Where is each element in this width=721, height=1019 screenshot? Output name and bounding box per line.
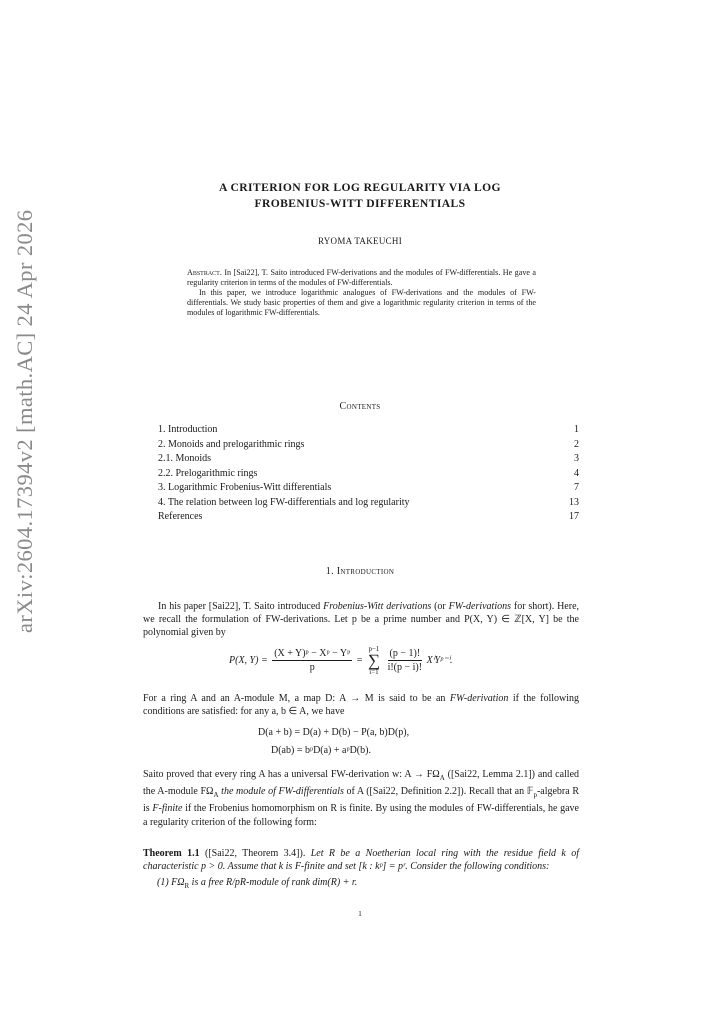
- toc-page: 3: [574, 453, 579, 464]
- condition-text: is a free R/pR-module of rank dim(R) + r.: [189, 877, 358, 889]
- abstract-paragraph-2: In this paper, we introduce logarithmic analogues of FW-derivations and the modules of FW-differentials. We study basic properties of them and give a logarithmic regularity criterion in terms of the modules of logarithmic FW-differentials.: [187, 288, 536, 318]
- toc-page: 7: [574, 482, 579, 493]
- toc-label: 2.1. Monoids: [158, 453, 212, 464]
- section-number: 1.: [325, 566, 334, 577]
- toc-page: 13: [569, 496, 579, 508]
- title-line-1: A CRITERION FOR LOG REGULARITY VIA LOG: [219, 181, 501, 194]
- emphasis: Frobenius-Witt derivations: [323, 601, 432, 612]
- arxiv-identifier-sidebar: arXiv:2604.17394v2 [math.AC] 24 Apr 2026: [12, 209, 37, 633]
- abstract: [187, 268, 536, 318]
- emphasis: F-finite: [152, 803, 183, 815]
- condition-text: (1) FΩ: [157, 877, 185, 889]
- eq-tail: XⁱYᵖ⁻ⁱ.: [426, 654, 453, 666]
- toc-label: 2.2. Prelogarithmic rings: [158, 467, 258, 479]
- toc-entry[interactable]: [158, 467, 579, 482]
- denominator: p: [309, 662, 315, 673]
- text-run: Saito proved that every ring A has a universal FW-derivation w: A → FΩ: [143, 769, 440, 780]
- intro-paragraph-3: [143, 768, 579, 829]
- subscript: p: [533, 791, 537, 800]
- contents-heading: Contents: [339, 401, 381, 412]
- emphasis: FW-derivations: [448, 601, 512, 612]
- abstract-paragraph-1: In [Sai22], T. Saito introduced FW-derivations and the modules of FW-differentials. He gave a regularity criterion in terms of the modules of FW-differentials.: [187, 268, 536, 288]
- toc-entry[interactable]: [158, 496, 579, 511]
- abstract-label: Abstract.: [187, 268, 222, 277]
- eq-lhs: P(X, Y) =: [229, 654, 268, 666]
- toc-label: 2. Monoids and prelogarithmic rings: [158, 438, 305, 450]
- theorem-condition-1: [143, 876, 579, 893]
- numerator: (X + Y)ᵖ − Xᵖ − Yᵖ: [274, 648, 351, 659]
- text-run: ([Sai22, Lemma 2.1]) and called the A-module FΩ: [143, 769, 580, 798]
- text-run: if the Frobenius homomorphism on R is finite. By using the modules of FW-differentials, he gave a regularity criterion of the following form:: [143, 803, 579, 828]
- equation-multiplicativity: D(ab) = bᵖD(a) + aᵖD(b).: [271, 745, 371, 756]
- theorem-label: Theorem 1.1: [143, 848, 200, 859]
- toc-page: 2: [574, 438, 579, 450]
- section-title: Introduction: [336, 566, 395, 577]
- sum-upper: p−1: [368, 645, 380, 653]
- toc-entry[interactable]: [158, 481, 579, 496]
- author-name: RYOMA TAKEUCHI: [317, 236, 403, 246]
- toc-page: 4: [574, 467, 579, 479]
- toc-label: 4. The relation between log FW-differentials and log regularity: [158, 496, 410, 508]
- subscript: A: [439, 774, 445, 782]
- toc-entry[interactable]: [158, 510, 579, 525]
- summation: [368, 645, 380, 676]
- text-run: In his paper [Sai22], T. Saito introduced: [158, 601, 324, 612]
- sigma-symbol: ∑: [367, 651, 381, 670]
- sum-lower: i=1: [369, 668, 379, 676]
- section-heading: [160, 566, 560, 577]
- toc-entry[interactable]: [158, 423, 579, 438]
- theorem-statement: Let R be a Noetherian local ring with the residue field k of characteristic p > 0. Assume that k is F-finite and set [k : kᵖ] = pʳ. Consider the following conditions:: [143, 848, 580, 873]
- subscript: R: [184, 882, 190, 891]
- denominator: i!(p − i)!: [387, 662, 423, 673]
- emphasis: FW-derivation: [449, 693, 509, 704]
- equation-additivity: D(a + b) = D(a) + D(b) − P(a, b)D(p),: [258, 727, 410, 738]
- toc-label: References: [158, 511, 203, 522]
- theorem-reference: ([Sai22, Theorem 3.4]).: [199, 848, 306, 859]
- toc-entry[interactable]: [158, 452, 579, 467]
- toc-entry[interactable]: [158, 438, 579, 453]
- text-run: if the following conditions are satisfied: for any a, b ∈ A, we have: [143, 693, 579, 718]
- theorem-block: [143, 847, 579, 894]
- text-run: -algebra R is: [143, 786, 579, 815]
- subscript: A: [213, 791, 219, 800]
- table-of-contents: [158, 423, 579, 525]
- intro-paragraph-1: [143, 600, 579, 640]
- paper-title: [160, 180, 560, 212]
- text-run: (or: [431, 601, 449, 612]
- fraction: [272, 648, 352, 673]
- numerator: (p − 1)!: [389, 648, 421, 659]
- emphasis: the module of FW-differentials: [218, 786, 344, 798]
- equals-sign: =: [356, 654, 363, 666]
- toc-label: 1. Introduction: [158, 424, 218, 435]
- text-run: of A ([Sai22, Definition 2.2]). Recall that an 𝔽: [343, 786, 534, 798]
- fraction: [388, 648, 423, 673]
- toc-label: 3. Logarithmic Frobenius-Witt differentials: [158, 482, 332, 493]
- title-line-2: FROBENIUS-WITT DIFFERENTIALS: [254, 197, 466, 210]
- text-run: For a ring A and an A-module M, a map D: A → M is said to be an: [143, 693, 450, 704]
- equation-polynomial: [229, 645, 453, 676]
- toc-page: 1: [574, 424, 579, 435]
- intro-paragraph-2: [143, 692, 579, 718]
- page-number: 1: [358, 909, 362, 918]
- text-run: for short). Here, we recall the formulation of FW-derivations. Let p be a prime number and P(X, Y) ∈ ℤ[X, Y] be the polynomial given by: [143, 601, 580, 639]
- toc-page: 17: [569, 511, 579, 522]
